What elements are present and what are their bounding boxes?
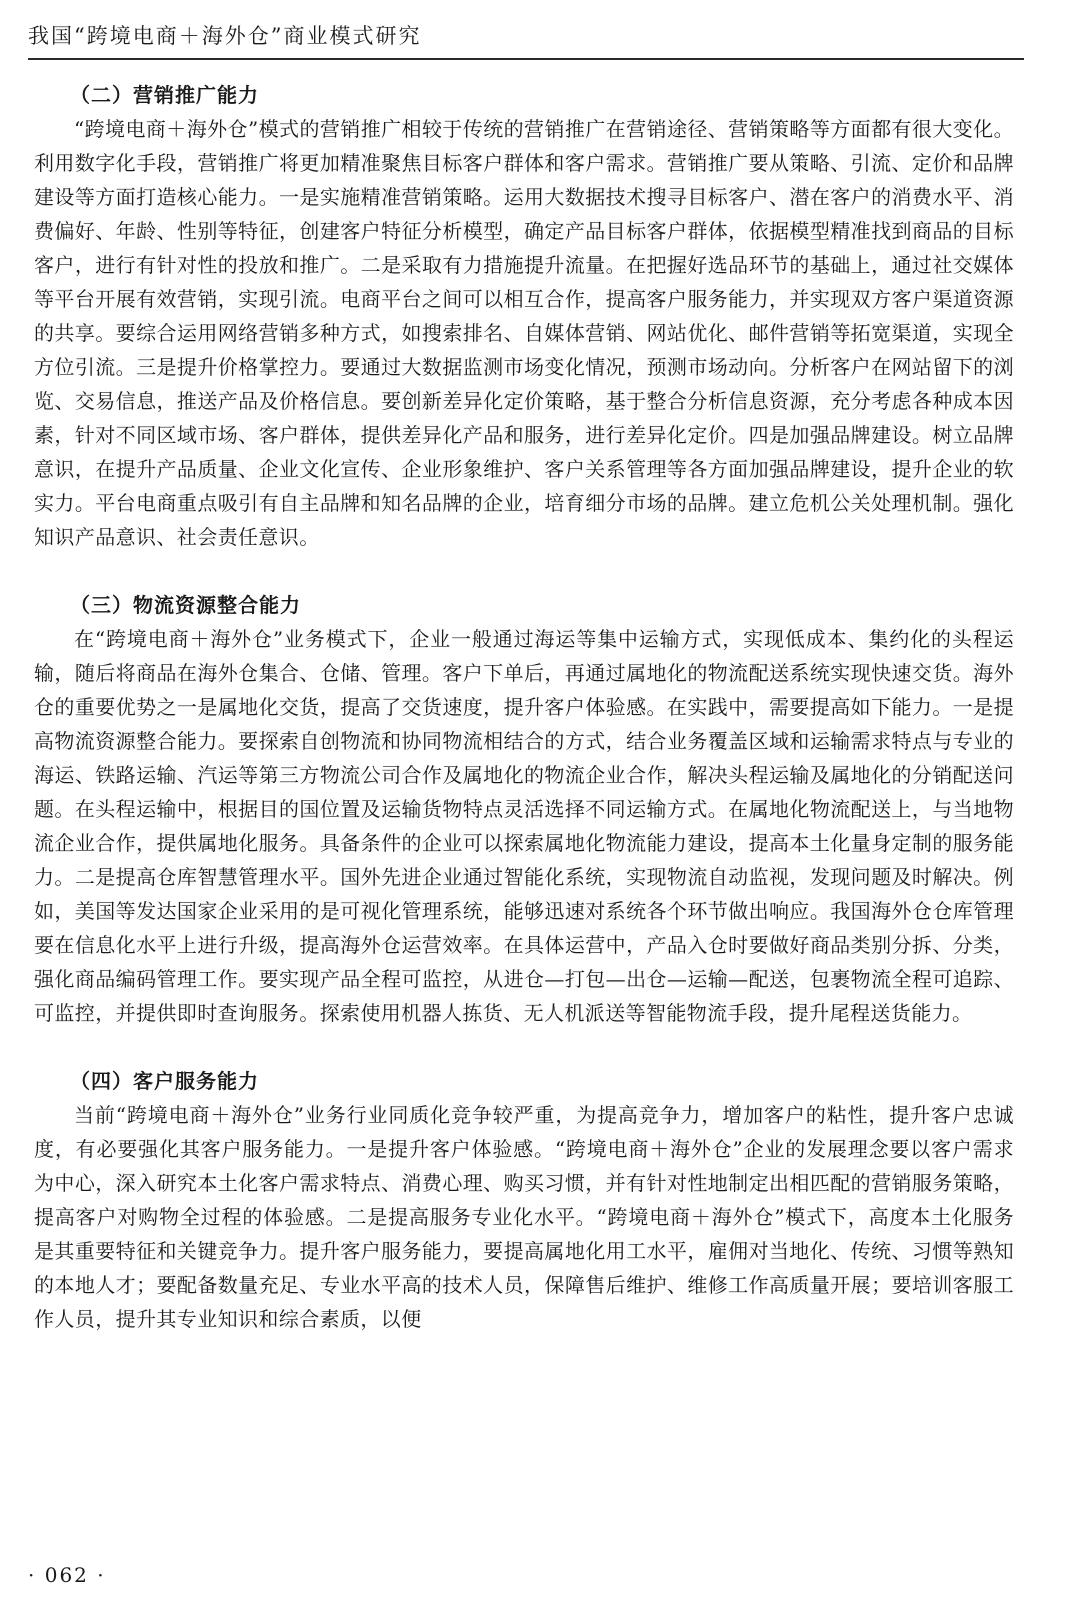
section-heading: （三）物流资源整合能力 [70,593,301,617]
page-number: · 062 · [28,1563,106,1587]
section-customer-service [34,1064,1014,1336]
section-marketing [34,78,1014,554]
body-paragraph: “跨境电商＋海外仓”模式的营销推广相较于传统的营销推广在营销途径、营销策略等方面都有很大变化。利用数字化手段，营销推广将更加精准聚焦目标客户群体和客户需求。营销推广要从策略、引流、定价和品牌建设等方面打造核心能力。一是实施精准营销策略。运用大数据技术搜寻目标客户、潜在客户的消费水平、消费偏好、年龄、性别等特征，创建客户特征分析模型，确定产品目标客户群体，依据模型精准找到商品的目标客户，进行有针对性的投放和推广。二是采取有力措施提升流量。在把握好选品环节的基础上，通过社交媒体等平台开展有效营销，实现引流。电商平台之间可以相互合作，提高客户服务能力，并实现双方客户渠道资源的共享。要综合运用网络营销多种方式，如搜索排名、自媒体营销、网站优化、邮件营销等拓宽渠道，实现全方位引流。三是提升价格掌控力。要通过大数据监测市场变化情况，预测市场动向。分析客户在网站留下的浏览、交易信息，推送产品及价格信息。要创新差异化定价策略，基于整合分析信息资源，充分考虑各种成本因素，针对不同区域市场、客户群体，提供差异化产品和服务，进行差异化定价。四是加强品牌建设。树立品牌意识，在提升产品质量、企业文化宣传、企业形象维护、客户关系管理等各方面加强品牌建设，提升企业的软实力。平台电商重点吸引有自主品牌和知名品牌的企业，培育细分市场的品牌。建立危机公关处理机制。强化知识产品意识、社会责任意识。 [34,117,1014,549]
section-spacer [34,554,1014,588]
body-paragraph: 在“跨境电商＋海外仓”业务模式下，企业一般通过海运等集中运输方式，实现低成本、集约化的头程运输，随后将商品在海外仓集合、仓储、管理。客户下单后，再通过属地化的物流配送系统实现快速交货。海外仓的重要优势之一是属地化交货，提高了交货速度，提升客户体验感。在实践中，需要提高如下能力。一是提高物流资源整合能力。要探索自创物流和协同物流相结合的方式，结合业务覆盖区域和运输需求特点与专业的海运、铁路运输、汽运等第三方物流公司合作及属地化的物流企业合作，解决头程运输及属地化的分销配送问题。在头程运输中，根据目的国位置及运输货物特点灵活选择不同运输方式。在属地化物流配送上，与当地物流企业合作，提供属地化服务。具备条件的企业可以探索属地化物流能力建设，提高本土化量身定制的服务能力。二是提高仓库智慧管理水平。国外先进企业通过智能化系统，实现物流自动监视，发现问题及时解决。例如，美国等发达国家企业采用的是可视化管理系统，能够迅速对系统各个环节做出响应。我国海外仓仓库管理要在信息化水平上进行升级，提高海外仓运营效率。在具体运营中，产品入仓时要做好商品类别分拆、分类，强化商品编码管理工作。要实现产品全程可监控，从进仓—打包—出仓—运输—配送，包裹物流全程可追踪、可监控，并提供即时查询服务。探索使用机器人拣货、无人机派送等智能物流手段，提升尾程送货能力。 [34,627,1014,1025]
body-content [34,78,1014,1336]
section-heading: （二）营销推广能力 [70,83,259,107]
header-rule [28,58,1024,60]
running-header-title: 我国“跨境电商＋海外仓”商业模式研究 [28,24,422,48]
body-paragraph: 当前“跨境电商＋海外仓”业务行业同质化竞争较严重，为提高竞争力，增加客户的粘性，提升客户忠诚度，有必要强化其客户服务能力。一是提升客户体验感。“跨境电商＋海外仓”企业的发展理念要以客户需求为中心，深入研究本土化客户需求特点、消费心理、购买习惯，并有针对性地制定出相匹配的营销服务策略，提高客户对购物全过程的体验感。二是提高服务专业化水平。“跨境电商＋海外仓”模式下，高度本土化服务是其重要特征和关键竞争力。提升客户服务能力，要提高属地化用工水平，雇佣对当地化、传统、习惯等熟知的本地人才；要配备数量充足、专业水平高的技术人员，保障售后维护、维修工作高质量开展；要培训客服工作人员，提升其专业知识和综合素质，以便 [34,1103,1014,1331]
section-heading: （四）客户服务能力 [70,1069,259,1093]
section-spacer [34,1030,1014,1064]
section-logistics [34,588,1014,1030]
